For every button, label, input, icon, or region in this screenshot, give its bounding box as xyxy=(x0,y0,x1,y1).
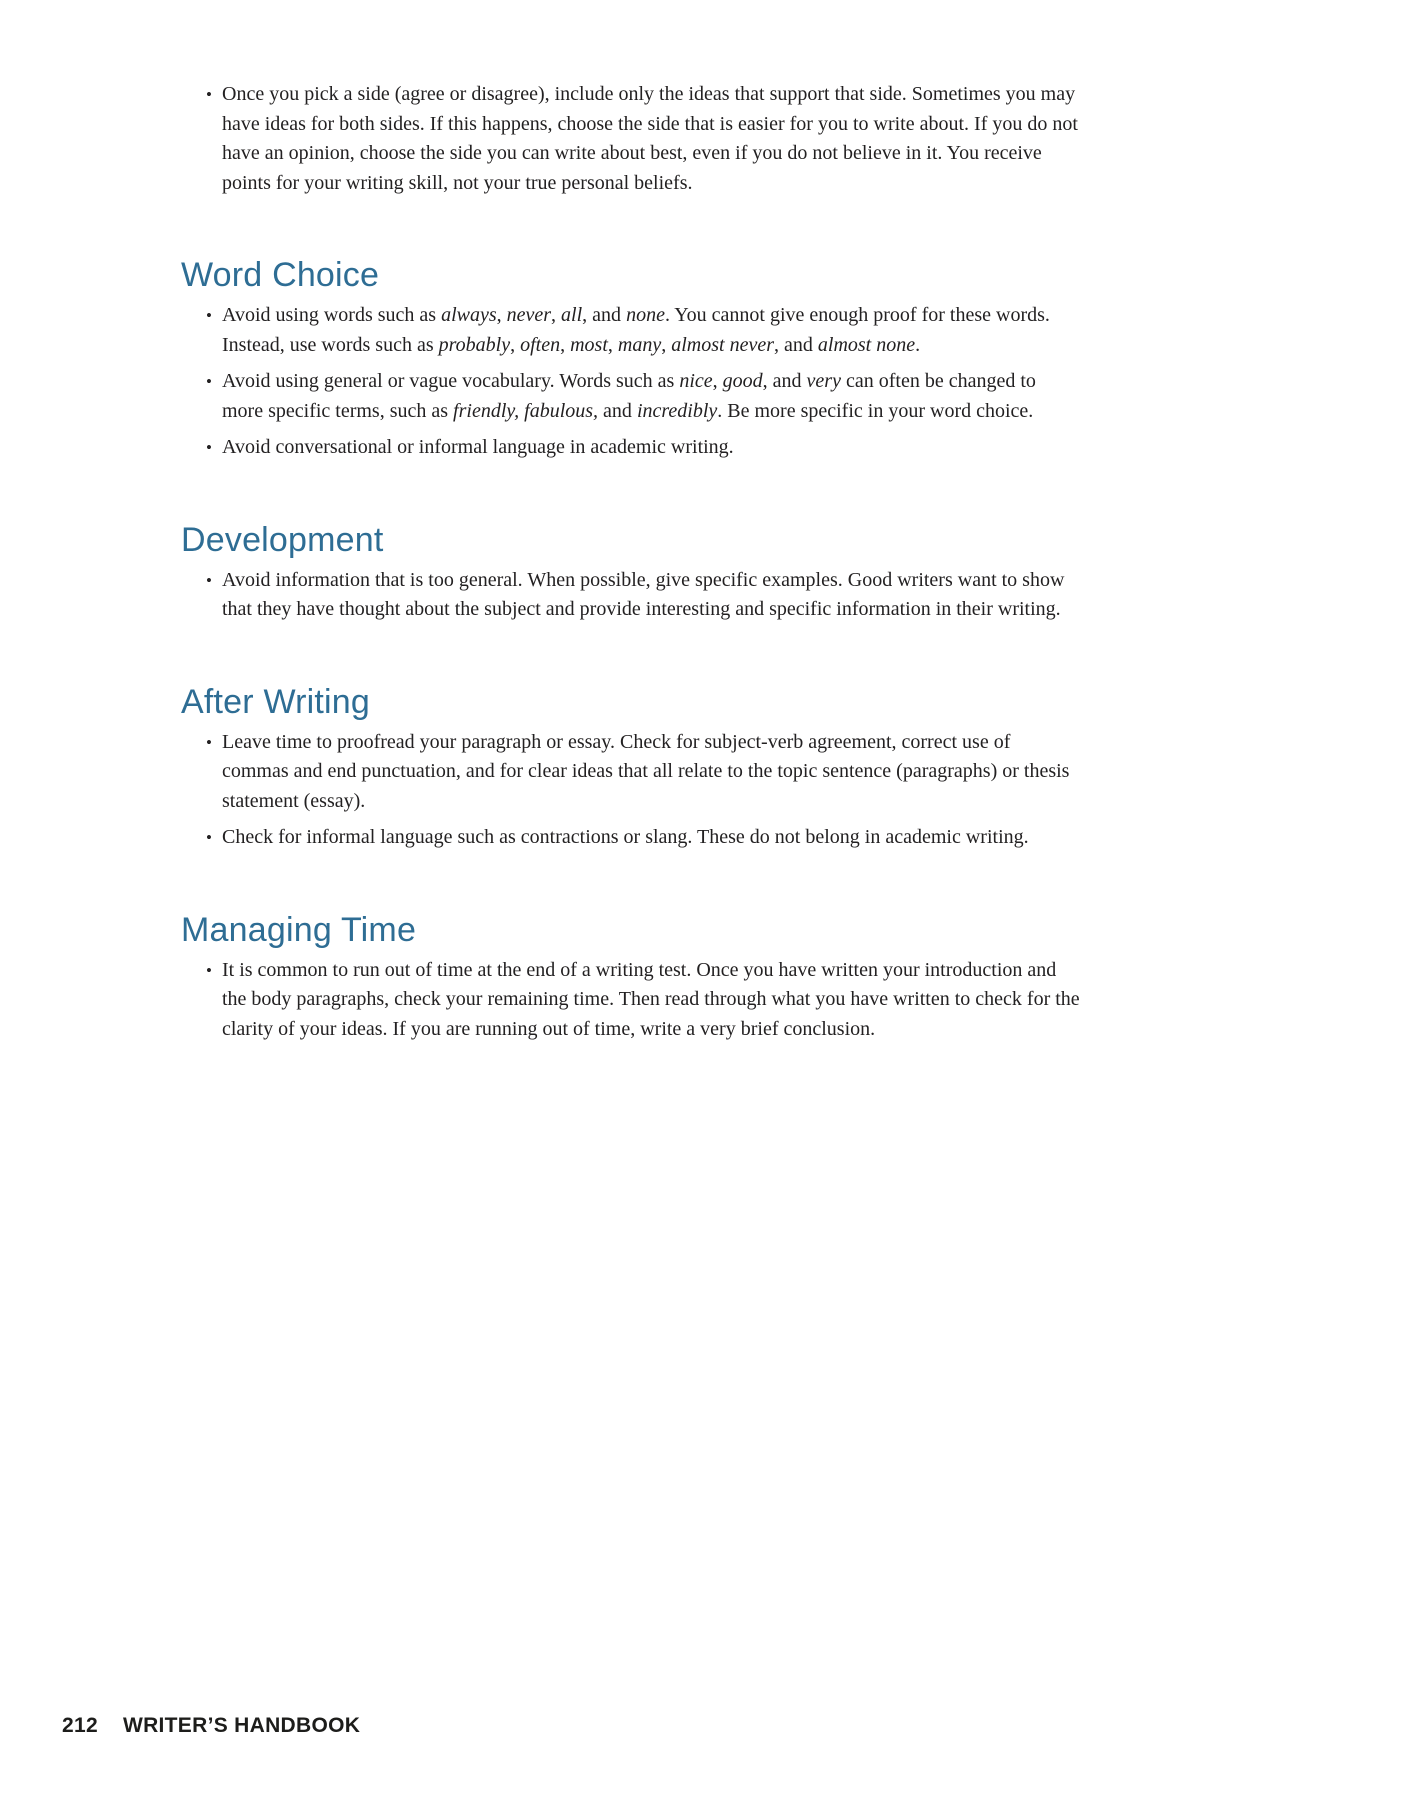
section-managing-time xyxy=(181,910,1092,1045)
bullet-item: • It is common to run out of time at the end of a writing test. Once you have written your introduction and the body paragraphs, check your remaining time. Then read through what you have written to check for the clarity of your ideas. If you are running out of time, write a very brief conclusion. xyxy=(222,956,1080,1045)
bullet-item: • Leave time to proofread your paragraph or essay. Check for subject-verb agreement, correct use of commas and end punctuation, and for clear ideas that all relate to the topic sentence (paragraphs) or thesis statement (essay). xyxy=(222,728,1080,817)
page-number: 212 xyxy=(62,1714,98,1737)
section-development xyxy=(181,520,1092,625)
section-heading-development: Development xyxy=(181,520,384,559)
bullet-item: • Avoid information that is too general. When possible, give specific examples. Good writers want to show that they have thought about the subject and provide interesting and specific information in their writing. xyxy=(222,566,1080,625)
page-footer xyxy=(62,1714,360,1738)
page-content xyxy=(181,0,1092,1051)
bullet-item: • Avoid conversational or informal language in academic writing. xyxy=(222,433,1080,463)
bullet-item: • Avoid using words such as always, never, all, and none. You cannot give enough proof for these words. Instead, use words such as probably, often, most, many, almost never, and almost none. xyxy=(222,301,1080,360)
section-word-choice xyxy=(181,255,1092,463)
development-bullet-list xyxy=(181,566,1080,625)
intro-bullet-list xyxy=(181,80,1080,198)
section-heading-word-choice: Word Choice xyxy=(181,256,380,294)
bullet-item: • Once you pick a side (agree or disagree), include only the ideas that support that side. Sometimes you may have ideas for both sides. If this happens, choose the side that is easier for you to write about. If you do not have an opinion, choose the side you can write about best, even if you do not believe in it. You receive points for your writing skill, not your true personal beliefs. xyxy=(222,80,1080,198)
bullet-item: • Avoid using general or vague vocabulary. Words such as nice, good, and very can often be changed to more specific terms, such as friendly, fabulous, and incredibly. Be more specific in your word choice. xyxy=(222,367,1080,426)
word-choice-bullet-list xyxy=(181,301,1080,463)
section-after-writing xyxy=(181,682,1092,853)
section-heading-managing-time: Managing Time xyxy=(181,910,417,949)
section-heading-after-writing: After Writing xyxy=(181,682,371,721)
bullet-item: • Check for informal language such as contractions or slang. These do not belong in academic writing. xyxy=(222,823,1080,853)
book-title: WRITER’S HANDBOOK xyxy=(122,1714,361,1737)
top-margin xyxy=(181,0,1092,80)
managing-time-bullet-list xyxy=(181,956,1080,1045)
after-writing-bullet-list xyxy=(181,728,1080,853)
